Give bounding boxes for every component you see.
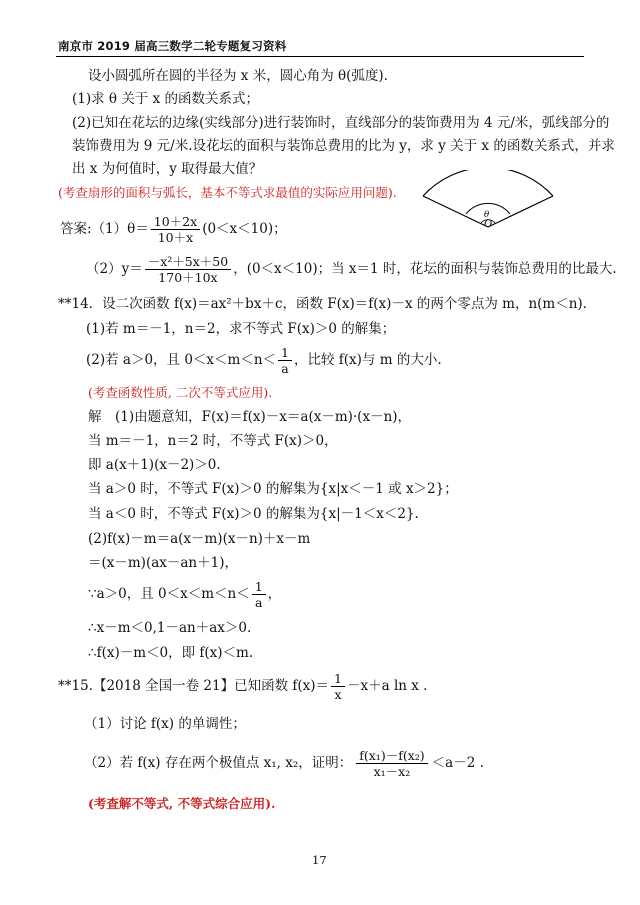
p14-s8-suffix: ， xyxy=(267,586,282,602)
figure-label-theta: θ xyxy=(484,210,490,220)
p13-intro: 设小圆弧所在圆的半径为 x 米，圆心角为 θ(弧度). xyxy=(88,68,388,84)
p13-question-1: (1)求 θ 关于 x 的函数关系式； xyxy=(72,91,260,107)
p14-solution-line-4: 当 a＞0 时，不等式 F(x)＞0 的解集为{x|x＜－1 或 x＞2}； xyxy=(88,481,458,497)
p14-q2-denominator: a xyxy=(281,360,289,376)
p15-stem-fraction xyxy=(331,671,345,702)
p14-s8-fraction xyxy=(252,579,266,610)
p14-solution-line-7: ＝(x－m)(ax－an＋1)， xyxy=(88,555,238,571)
p15-stem xyxy=(58,669,427,703)
p14-q2-prefix: (2)若 a＞0，且 0＜x＜m＜n＜ xyxy=(86,352,277,368)
p14-solution-line-3: 即 a(x＋1)(x－2)＞0. xyxy=(88,457,221,473)
p14-solution-line-6: (2)f(x)－m＝a(x－m)(x－n)＋x－m xyxy=(88,531,311,547)
p15-stem-denominator: x xyxy=(334,686,342,702)
answer-2-denominator: 170＋10x xyxy=(158,269,218,285)
p14-q2-fraction xyxy=(278,345,292,376)
p15-q2-suffix: ＜a－2 . xyxy=(431,755,484,771)
p13-note: (考查扇形的面积与弧长，基本不等式求最值的实际应用问题). xyxy=(58,185,397,200)
page-number: 17 xyxy=(312,853,327,867)
figure-label-origin: O xyxy=(484,219,493,230)
p14-note: (考查函数性质, 二次不等式应用). xyxy=(88,385,273,400)
header-rule xyxy=(56,56,584,57)
p15-q2-fraction xyxy=(356,748,427,779)
answer-1-fraction xyxy=(151,214,200,245)
p14-solution-line-2: 当 m＝－1，n＝2 时，不等式 F(x)＞0， xyxy=(88,433,338,449)
page-header: 南京市 2019 届高三数学二轮专题复习资料 xyxy=(58,39,287,53)
p13-question-2-line-3: 出 x 为何值时，y 取得最大值？ xyxy=(72,161,263,177)
p14-solution-line-9: ∴x－m＜0,1－an＋ax＞0. xyxy=(88,620,252,636)
p14-solution-line-5: 当 a＜0 时，不等式 F(x)＞0 的解集为{x|－1＜x＜2}. xyxy=(88,506,419,522)
p13-answer-1 xyxy=(60,212,287,246)
p15-note: (考查解不等式, 不等式综合应用). xyxy=(88,796,276,811)
p15-question-2 xyxy=(84,744,484,782)
answer-2-fraction xyxy=(145,254,231,285)
answer-2-tail: ，(0＜x＜10)；当 x＝1 时，花坛的面积与装饰总费用的比最大. xyxy=(233,261,617,277)
answer-2-numerator: －x²＋5x＋50 xyxy=(145,254,231,270)
p15-q2-numerator: f(x₁)－f(x₂) xyxy=(356,748,427,764)
p14-s8-prefix: ∵a＞0，且 0＜x＜m＜n＜ xyxy=(88,586,250,602)
p13-question-2-line-1: (2)已知在花坛的边缘(实线部分)进行装饰时，直线部分的装饰费用为 4 元/米，弧线部分的 xyxy=(72,115,610,131)
p15-stem-suffix: －x＋a ln x . xyxy=(346,678,428,694)
answer-1-prefix: 答案:（1）θ＝ xyxy=(60,221,149,237)
p14-q2-suffix: ，比较 f(x)与 m 的大小. xyxy=(294,352,442,368)
p15-stem-prefix: **15.【2018 全国一卷 21】已知函数 f(x)＝ xyxy=(58,678,330,694)
p14-s8-numerator: 1 xyxy=(252,579,266,595)
p15-q2-denominator: x₁－x₂ xyxy=(373,763,411,779)
p14-s8-denominator: a xyxy=(254,594,263,610)
p14-question-2 xyxy=(86,343,442,377)
answer-1-tail: (0＜x＜10)； xyxy=(202,221,287,237)
p15-stem-numerator: 1 xyxy=(331,671,345,687)
answer-1-numerator: 10＋2x xyxy=(151,214,200,230)
p14-stem: **14．设二次函数 f(x)＝ax²＋bx＋c，函数 F(x)＝f(x)－x 的两个零点为 m，n(m＜n). xyxy=(58,296,587,312)
p15-question-1: （1）讨论 f(x) 的单调性； xyxy=(84,716,246,732)
p13-answer-2 xyxy=(86,252,617,286)
answer-1-denominator: 10＋x xyxy=(157,229,194,245)
p14-solution-line-10: ∴f(x)－m＜0，即 f(x)＜m. xyxy=(88,645,254,661)
p14-solution-line-1: 解 (1)由题意知，F(x)＝f(x)－x＝a(x－m)·(x－n)， xyxy=(88,409,412,425)
p14-question-1: (1)若 m＝－1，n＝2，求不等式 F(x)＞0 的解集； xyxy=(86,321,396,337)
p15-q2-prefix: （2）若 f(x) 存在两个极值点 x₁, x₂，证明： xyxy=(84,755,353,771)
p14-q2-numerator: 1 xyxy=(278,345,292,361)
p14-solution-line-8 xyxy=(88,577,281,611)
answer-2-prefix: （2）y＝ xyxy=(86,261,143,277)
p13-question-2-line-2: 装饰费用为 9 元/米.设花坛的面积与装饰总费用的比为 y，求 y 关于 x 的函数关系式，并求 xyxy=(72,138,615,154)
